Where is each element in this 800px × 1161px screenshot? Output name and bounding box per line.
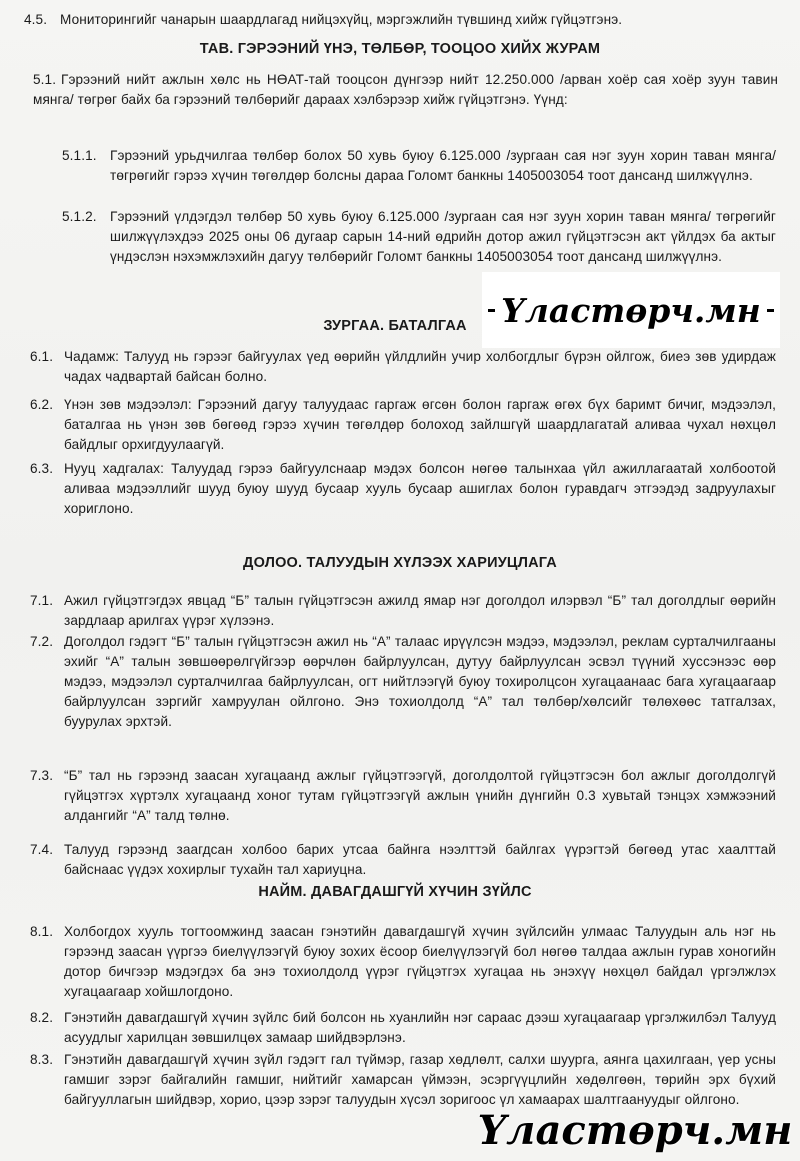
clause-number: 5.1.2. bbox=[62, 209, 97, 224]
clause-6-2-text: Үнэн зөв мэдээлэл: Гэрээний дагуу талуудаас гаргаж өгсөн болон гаргаж өгөх бүх баримт бичиг, мэдээлэл, баталгаа нь үнэн зөв бөгөөд гэрээ хүчин төгөлдөр болоход зайлшгүй шаардлагатай аливаа чухал нөхцөл байдлыг орхигдуулаагүй. bbox=[64, 397, 776, 452]
clause-7-3-text: “Б” тал нь гэрээнд заасан хугацаанд ажлыг гүйцэтгээгүй, доголдолтой гүйцэтгэсэн бол ажлыг доголдолгүй гүйцэтгэх хүртэлх хугацаанд хоног тутам гүйцэтгээгүй ажлын үнийн дүнгийн 0.3 хувьтай тэнцэх хэмжээний алдангийг “А” талд төлнө. bbox=[64, 768, 776, 823]
clause-number: 8.1. bbox=[30, 924, 54, 939]
clause-7-2-text: Доголдол гэдэгт “Б” талын гүйцэтгэсэн ажил нь “А” талаас ирүүлсэн мэдээ, мэдээлэл, реклам сурталчилгааны эхийг “А” талын зөвшөөрөлгүйгээр өөрчлөн байрлуулсан, дутуу байрлуулсан эсвэл түүний хуссэнээс өөр мэдээ, мэдээлэл сурталчилгаа байрлуулсан, огт нийтлээгүй буюу тохиролцсон хугацаанаас бага хугацаагаар байрлуулсан зэргийг хамруулан ойлгоно. Энэ тохиолдолд “А” тал төлбөр/хөлсийг төлөхөөс татгалзах, буурулах эрхтэй. bbox=[64, 634, 776, 729]
section-6-heading: ЗУРГАА. БАТАЛГАА bbox=[323, 318, 467, 334]
watermark-text: Үластөрч.мн bbox=[477, 1106, 793, 1154]
watermark-bar-left bbox=[488, 309, 495, 312]
clause-number: 6.2. bbox=[30, 397, 54, 412]
clause-5-1-2-text: Гэрээний үлдэгдэл төлбөр 50 хувь буюу 6.125.000 /зургаан сая нэг зуун хорин таван мянга/ төгрөгийг шилжүүлэхдээ 2025 оны 06 дугаар сарын 14-ний өдрийн дотор ажил гүйцэтгэсэн акт үйлдэх ба актыг үндэслэн нэхэмжлэхийн дагуу төлбөрийг Голомт банкны 1405003054 тоот дансанд шилжүүлнэ. bbox=[110, 209, 776, 264]
clause-8-2-text: Гэнэтийн давагдашгүй хүчин зүйлс бий болсон нь хуанлийн нэг сараас дээш хугацаагаар үргэлжилбэл Талууд асуудлыг харилцан зөвшилцөх замаар шийдвэрлэнэ. bbox=[64, 1010, 776, 1045]
clause-number: 7.1. bbox=[30, 593, 54, 608]
clause-number: 6.3. bbox=[30, 461, 54, 476]
section-7-heading: ДОЛОО. ТАЛУУДЫН ХҮЛЭЭХ ХАРИУЦЛАГА bbox=[243, 555, 557, 571]
clause-number: 7.2. bbox=[30, 634, 54, 649]
clause-4-5-text: Мониторингийг чанарын шаардлагад нийцэхүйц, мэргэжлийн түвшинд хийж гүйцэтгэнэ. bbox=[60, 12, 623, 27]
clause-5-1-1-text: Гэрээний урьдчилгаа төлбөр болох 50 хувь буюу 6.125.000 /зургаан сая нэг зуун хорин таван мянга/ төгрөгийг гэрээ хүчин төгөлдөр болсны дараа Голомт банкны 1405003054 тоот дансанд шилжүүлнэ. bbox=[110, 148, 776, 183]
clause-7-4-text: Талууд гэрээнд заагдсан холбоо барих утсаа байнга нээлттэй байлгах үүрэгтэй бөгөөд утас хаалттай байснаас үүдэх хохирлыг тухайн тал хариуцна. bbox=[64, 842, 776, 877]
clause-5-1-text: Гэрээний нийт ажлын хөлс нь НӨАТ-тай тооцсон дүнгээр нийт 12.250.000 /арван хоёр сая хоёр зуун тавин мянга/ төгрөг байх ба гэрээний төлбөрийг дараах хэлбэрээр хийж гүйцэтгэнэ. Үүнд: bbox=[33, 72, 778, 107]
clause-8-1-text: Холбогдох хууль тогтоомжинд заасан гэнэтийн давагдашгүй хүчин зүйлсийн улмаас Талуудын аль нэг нь гэрээнд заасан үүргээ биелүүлээгүй буюу зохих ёсоор биелүүлээгүй бол нөгөө талдаа ажлын гурав хоногийн дотор бичгээр мэдэгдэх ба энэ тохиолдолд үүрэг гүйцэтгэх хугацаа нь энэхүү нөхцөл байдал үргэлжлэх хугацаагаар хойшлогдоно. bbox=[64, 924, 776, 999]
clause-6-1-text: Чадамж: Талууд нь гэрээг байгуулах үед өөрийн үйлдлийн учир холбогдлыг бүрэн ойлгож, биеэ зөв удирдаж чадах чадвартай байсан болно. bbox=[64, 349, 776, 384]
clause-6-3-text: Нууц хадгалах: Талуудад гэрээ байгуулснаар мэдэх болсон нөгөө талынхаа үйл ажиллагаатай холбоотой аливаа мэдээллийг шууд буюу шууд бусаар хууль бусаар ашиглах болон гуравдагч этгээдэд задруулахыг хориглоно. bbox=[64, 461, 776, 516]
clause-number: 4.5. bbox=[24, 12, 48, 27]
clause-number: 8.2. bbox=[30, 1010, 54, 1025]
watermark-text: Үластөрч.мн bbox=[501, 290, 761, 330]
clause-number: 8.3. bbox=[30, 1052, 54, 1067]
clause-number: 6.1. bbox=[30, 349, 54, 364]
watermark-logo-bottom bbox=[470, 1102, 800, 1158]
clause-number: 7.3. bbox=[30, 768, 54, 783]
watermark-logo bbox=[482, 272, 780, 348]
clause-number: 5.1. bbox=[33, 72, 57, 87]
watermark-bar-right bbox=[767, 309, 774, 312]
clause-number: 7.4. bbox=[30, 842, 54, 857]
section-5-heading: ТАВ. ГЭРЭЭНИЙ ҮНЭ, ТӨЛБӨР, ТООЦОО ХИЙХ ЖУРАМ bbox=[199, 41, 601, 57]
clause-8-3-text: Гэнэтийн давагдашгүй хүчин зүйл гэдэгт гал түймэр, газар хөдлөлт, салхи шуурга, аянга цахилгаан, үер усны гамшиг зэрэг байгалийн гамшиг, нийтийг хамарсан үймээн, эсэргүүцлийн хөдөлгөөн, төрийн эрх бүхий байгууллагын шийдвэр, хорио, цээр зэрэг талуудын хүсэл зоригоос үл хамаарах шалтгаануудыг ойлгоно. bbox=[64, 1052, 776, 1107]
clause-number: 5.1.1. bbox=[62, 148, 97, 163]
section-8-heading: НАЙМ. ДАВАГДАШГҮЙ ХҮЧИН ЗҮЙЛС bbox=[258, 884, 532, 900]
clause-7-1-text: Ажил гүйцэтгэгдэх явцад “Б” талын гүйцэтгэсэн ажилд ямар нэг доголдол илэрвэл “Б” тал доголдлыг өөрийн зардлаар арилгах үүрэг хүлээнэ. bbox=[64, 593, 776, 628]
